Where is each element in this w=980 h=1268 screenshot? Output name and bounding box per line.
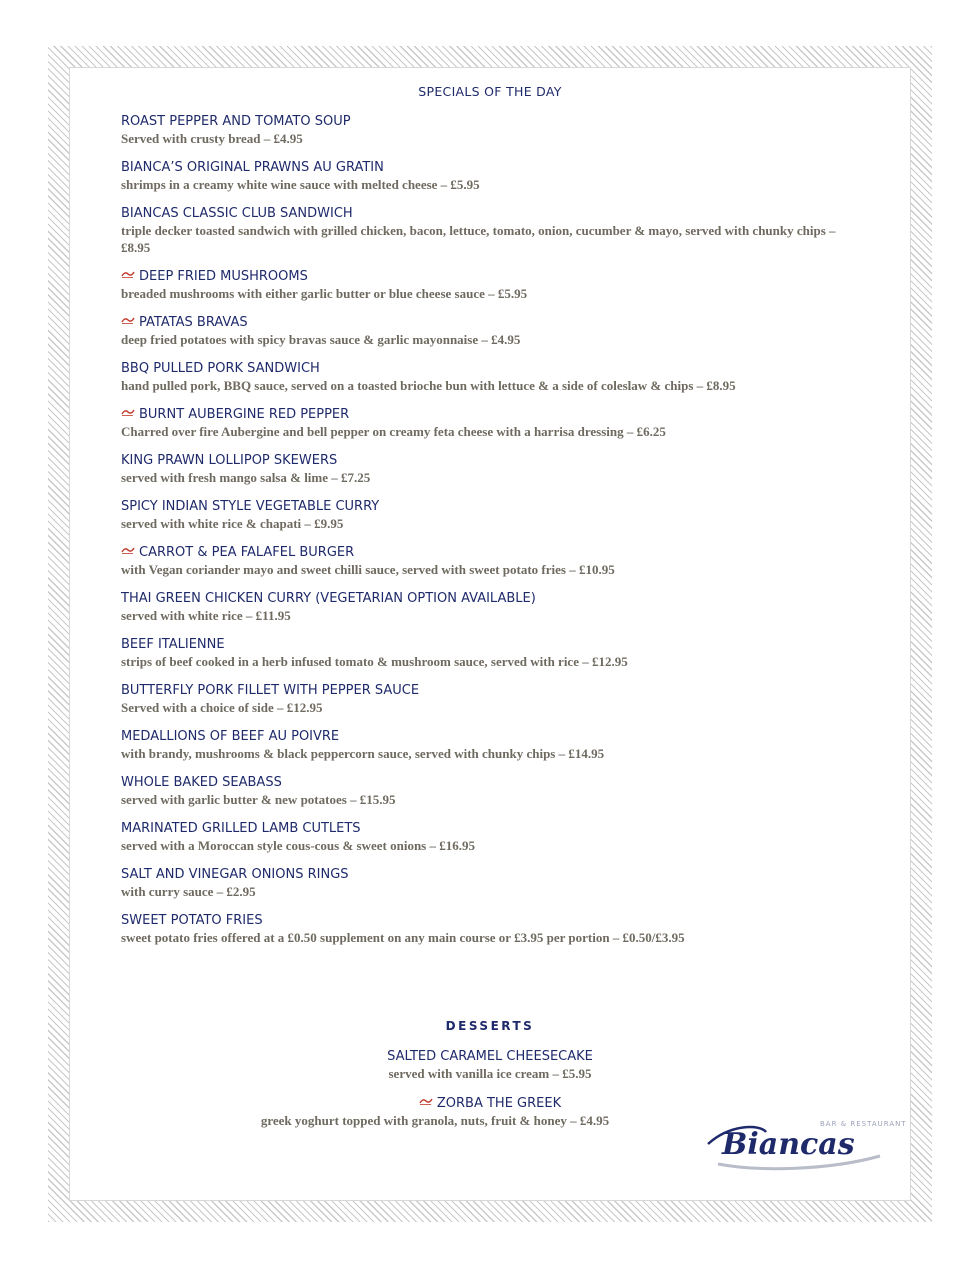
logo-script: Biancas — [722, 1127, 855, 1162]
menu-item-description: Served with crusty bread – £4.95 — [121, 131, 303, 146]
menu-item-description: triple decker toasted sandwich with grilled chicken, bacon, lettuce, tomato, onion, cucumber & mayo, served with chunky chips – £8.95 — [121, 223, 836, 255]
menu-item-name-text: MARINATED GRILLED LAMB CUTLETS — [121, 821, 361, 836]
menu-item — [121, 114, 851, 147]
logo-tagline: BAR & RESTAURANT — [820, 1120, 907, 1128]
menu-item-description: hand pulled pork, BBQ sauce, served on a toasted brioche bun with lettuce & a side of coleslaw & chips – £8.95 — [121, 378, 736, 393]
menu-item-name — [121, 206, 851, 222]
page-title: SPECIALS OF THE DAY — [418, 84, 562, 99]
menu-item — [121, 453, 851, 486]
menu-item-description: served with a Moroccan style cous-cous & sweet onions – £16.95 — [121, 838, 475, 853]
vegan-icon — [121, 546, 135, 554]
menu-item-name — [121, 315, 851, 331]
menu-item — [121, 269, 851, 302]
menu-item-name — [121, 407, 851, 423]
menu-item-name-text: MEDALLIONS OF BEEF AU POIVRE — [121, 729, 340, 744]
menu-item — [121, 499, 851, 532]
menu-item-description: deep fried potatoes with spicy bravas sauce & garlic mayonnaise – £4.95 — [121, 332, 521, 347]
menu-item-name — [121, 545, 851, 561]
menu-item — [121, 683, 851, 716]
menu-item-name-text: SPICY INDIAN STYLE VEGETABLE CURRY — [121, 499, 380, 514]
menu-item-description: served with white rice – £11.95 — [121, 608, 291, 623]
menu-item-name — [121, 729, 851, 745]
menu-item — [121, 637, 851, 670]
dessert-name — [0, 1049, 980, 1065]
menu-item-name-text: BIANCAS CLASSIC CLUB SANDWICH — [121, 206, 353, 221]
menu-item-name — [121, 114, 851, 130]
menu-item — [121, 206, 851, 256]
menu-item-description: with brandy, mushrooms & black peppercorn sauce, served with chunky chips – £14.95 — [121, 746, 605, 761]
vegan-icon — [419, 1097, 433, 1105]
menu-item-description: breaded mushrooms with either garlic butter or blue cheese sauce – £5.95 — [121, 286, 528, 301]
menu-item-name-text: SWEET POTATO FRIES — [121, 913, 263, 928]
menu-item-description: Charred over fire Aubergine and bell pepper on creamy feta cheese with a harrisa dressing – £6.25 — [121, 424, 666, 439]
menu-item — [121, 821, 851, 854]
menu-item-name — [121, 591, 851, 607]
menu-item-name — [121, 775, 851, 791]
menu-item — [121, 545, 851, 578]
menu-item-description: sweet potato fries offered at a £0.50 supplement on any main course or £3.95 per portion – £0.50/£3.95 — [121, 930, 685, 945]
menu-item-name-text: CARROT & PEA FALAFEL BURGER — [139, 545, 355, 560]
menu-item-description: Served with a choice of side – £12.95 — [121, 700, 323, 715]
menu-item-name — [121, 867, 851, 883]
menu-item-description: served with white rice & chapati – £9.95 — [121, 516, 344, 531]
vegan-icon — [121, 316, 135, 324]
menu-item-name — [121, 361, 851, 377]
menu-item — [121, 729, 851, 762]
menu-item — [121, 913, 851, 946]
menu-item-name-text: BURNT AUBERGINE RED PEPPER — [139, 407, 350, 422]
dessert-name-text: SALTED CARAMEL CHEESECAKE — [387, 1049, 593, 1064]
menu-item-name-text: WHOLE BAKED SEABASS — [121, 775, 282, 790]
menu-item — [121, 160, 851, 193]
menu-item — [121, 315, 851, 348]
menu-item-name — [121, 683, 851, 699]
menu-item-name-text: BBQ PULLED PORK SANDWICH — [121, 361, 320, 376]
specials-list — [121, 114, 851, 959]
menu-item-name — [121, 913, 851, 929]
dessert-item — [0, 1049, 980, 1082]
menu-item-name — [121, 269, 851, 285]
menu-item — [121, 361, 851, 394]
menu-item-name-text: BUTTERFLY PORK FILLET WITH PEPPER SAUCE — [121, 683, 420, 698]
vegan-icon — [121, 408, 135, 416]
menu-item-description: with Vegan coriander mayo and sweet chilli sauce, served with sweet potato fries – £10.95 — [121, 562, 615, 577]
menu-item-name-text: SALT AND VINEGAR ONIONS RINGS — [121, 867, 349, 882]
menu-item-name — [121, 160, 851, 176]
menu-item-description: served with fresh mango salsa & lime – £7.25 — [121, 470, 371, 485]
menu-item-name — [121, 453, 851, 469]
dessert-description: served with vanilla ice cream – £5.95 — [388, 1066, 592, 1081]
menu-item-description: served with garlic butter & new potatoes – £15.95 — [121, 792, 396, 807]
dessert-description: greek yoghurt topped with granola, nuts, fruit & honey – £4.95 — [260, 1113, 610, 1128]
menu-item-name-text: PATATAS BRAVAS — [139, 315, 248, 330]
menu-item-name — [121, 499, 851, 515]
menu-item-name-text: BEEF ITALIENNE — [121, 637, 225, 652]
biancas-logo — [700, 1110, 907, 1176]
desserts-title: DESSERTS — [445, 1019, 535, 1033]
vegan-icon — [121, 270, 135, 278]
menu-item — [121, 591, 851, 624]
menu-item-description: strips of beef cooked in a herb infused tomato & mushroom sauce, served with rice – £12.95 — [121, 654, 628, 669]
menu-item-name-text: KING PRAWN LOLLIPOP SKEWERS — [121, 453, 338, 468]
menu-item-name-text: DEEP FRIED MUSHROOMS — [139, 269, 308, 284]
menu-item — [121, 775, 851, 808]
menu-item — [121, 867, 851, 900]
menu-item-name — [121, 821, 851, 837]
menu-item-name-text: ROAST PEPPER AND TOMATO SOUP — [121, 114, 351, 129]
dessert-name-text: ZORBA THE GREEK — [436, 1096, 562, 1111]
menu-item-name-text: THAI GREEN CHICKEN CURRY (VEGETARIAN OPTION AVAILABLE) — [121, 591, 536, 606]
menu-item-description: shrimps in a creamy white wine sauce with melted cheese – £5.95 — [121, 177, 480, 192]
menu-item-description: with curry sauce – £2.95 — [121, 884, 256, 899]
menu-item-name — [121, 637, 851, 653]
menu-item-name-text: BIANCA’S ORIGINAL PRAWNS AU GRATIN — [121, 160, 384, 175]
menu-item — [121, 407, 851, 440]
